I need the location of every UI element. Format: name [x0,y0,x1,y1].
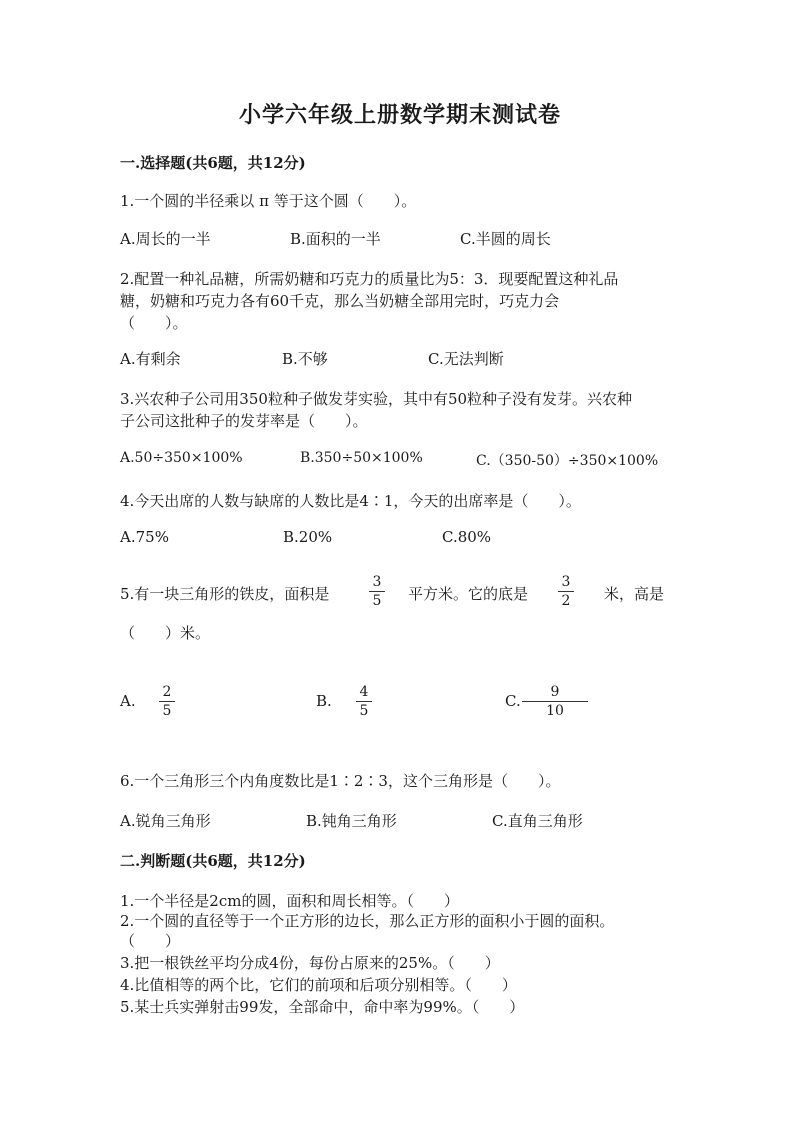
question-4-option-a: A.75% [120,528,169,546]
judgement-item-4: 4.比值相等的两个比，它们的前项和后项分别相等。（ ） [120,976,517,994]
page-title: 小学六年级上册数学期末测试卷 [238,102,561,128]
question-6-option-a: A.锐角三角形 [120,812,211,830]
question-5-option-a-label: A. [120,692,136,710]
question-5-line-2: （ ）米。 [120,624,211,642]
question-3-option-a: A.50÷350×100% [120,450,243,466]
question-2-line-1: 2.配置一种礼品糖，所需奶糖和巧克力的质量比为5：3．现要配置这种礼品 [120,270,619,288]
fraction-numerator: 3 [372,574,382,590]
fraction-bar [356,701,372,702]
fraction-bar [558,591,574,592]
question-6-option-b: B.钝角三角形 [306,812,397,830]
question-6-option-c: C.直角三角形 [492,812,583,830]
question-1-text: 1.一个圆的半径乘以 π 等于这个圆（ ）。 [120,192,417,210]
fraction-denominator: 5 [162,703,172,719]
section-heading-judgement: 二.判断题(共6题，共12分) [120,852,306,870]
question-5-part-2: 平方米。它的底是 [408,585,529,603]
fraction-bar [522,701,588,702]
question-2-option-c: C.无法判断 [428,350,504,368]
fraction-numerator: 2 [162,684,172,700]
question-4-option-c: C.80% [442,528,492,546]
judgement-item-5: 5.某士兵实弹射击99发，全部命中，命中率为99%。（ ） [120,998,525,1016]
judgement-item-1: 1.一个半径是2cm的圆，面积和周长相等。（ ） [120,892,459,910]
judgement-item-2: 2.一个圆的直径等于一个正方形的边长，那么正方形的面积小于圆的面积。 [120,912,615,930]
fraction-denominator: 5 [372,593,382,609]
question-3-option-c: C.（350-50）÷350×100% [476,453,659,469]
question-5-part-3: 米，高是 [604,585,665,603]
question-5-option-b-label: B. [316,692,332,710]
question-2-option-a: A.有剩余 [120,350,181,368]
fraction-denominator: 10 [546,703,564,719]
question-5-fraction-area [369,574,385,609]
section-heading-choice: 一.选择题(共6题，共12分) [120,154,306,172]
fraction-bar [369,591,385,592]
fraction-bar [159,701,175,702]
question-1-option-c: C.半圆的周长 [460,230,551,248]
question-1-option-b: B.面积的一半 [290,230,381,248]
question-2-option-b: B.不够 [282,350,328,368]
question-2-line-3: （ ）。 [120,314,188,332]
question-6-text: 6.一个三角形三个内角度数比是1∶2∶3，这个三角形是（ ）。 [120,772,561,790]
question-4-option-b: B.20% [283,528,333,546]
fraction-numerator: 3 [561,574,571,590]
fraction-numerator: 9 [550,684,560,700]
question-5-fraction-base [558,574,574,609]
question-3-line-2: 子公司这批种子的发芽率是（ ）。 [120,412,368,430]
fraction-numerator: 4 [359,684,369,700]
question-5-option-b-fraction [356,684,372,719]
judgement-item-3: 3.把一根铁丝平均分成4份，每份占原来的25%。（ ） [120,954,500,972]
question-5-option-c-fraction [522,684,588,719]
question-3-line-1: 3.兴农种子公司用350粒种子做发芽实验，其中有50粒种子没有发芽。兴农种 [120,390,633,408]
question-3-option-b: B.350÷50×100% [300,450,423,466]
fraction-denominator: 5 [359,703,369,719]
question-2-line-2: 糖，奶糖和巧克力各有60千克，那么当奶糖全部用完时，巧克力会 [120,292,560,310]
judgement-item-2-brackets: （ ） [120,932,181,950]
question-4-text: 4.今天出席的人数与缺席的人数比是4∶1，今天的出席率是（ ）。 [120,492,581,510]
question-5-option-c-label: C. [505,692,521,710]
question-1-option-a: A.周长的一半 [120,230,211,248]
question-5-part-1: 5.有一块三角形的铁皮，面积是 [120,585,330,603]
fraction-denominator: 2 [561,593,571,609]
question-5-option-a-fraction [159,684,175,719]
